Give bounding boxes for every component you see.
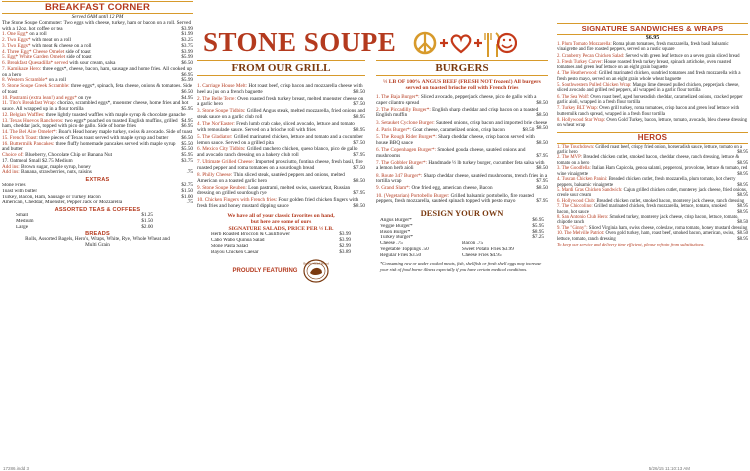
burger-item-text: 10. (Vegetarian) Portobello Burger: Grilled balsamic portobello, fire roasted peppers, fresh mozzarella, sautéed spinach topped with pesto mayo: [376, 192, 534, 205]
plus-icon: [440, 39, 448, 47]
hero-item-text: 10. The Melville Patriot: Oven gold turkey, ham, roast beef, smoked bacon, american, swiss, lettuce, tomato, ranch dressing: [557, 231, 735, 242]
grill-item-price: $8.95: [353, 114, 365, 121]
addon-item-label: Cheese .75: [380, 241, 403, 247]
burger-item: [376, 161, 548, 173]
burger-item: [376, 108, 548, 120]
breakfast-item-text: 13. Texas Huevos Rancheros: two eggs* poached on toasted English muffins, grilled ham, cheddar jack, topped with pico de gallo. Side of home fries: [2, 117, 178, 130]
hero-item-price: $8.95: [737, 193, 748, 199]
hero-item-price: $8.50: [737, 220, 748, 226]
grill-item: [197, 84, 365, 96]
favorites-line-1: We have all of your classic favorites on hand,: [227, 212, 335, 219]
signature-item: 1. Plum Tomato Mozzarella: Roma plum tomatoes, fresh mozzarella, fresh basil balsamic vinaigrette and fire roasted peppers, served on a rustic square: [557, 42, 729, 53]
breakfast-item-text: 12. Belgian Waffles: three lightly toasted waffles with maple syrup & chocolate ganache: [2, 111, 186, 118]
design-burger-label: Veggie Burger*: [380, 223, 413, 229]
breakfast-item-text: 16. Buttermilk Pancakes: three fluffy homemade pancakes served with maple syrup and butter: [2, 140, 176, 153]
extra-item-price: $1.50: [181, 187, 193, 194]
hero-item-text: 4. Tuscan Chicken Panini: Breaded chicken cutlet, fresh mozzarella, plum tomato, hot cherry peppers, balsamic vinaigrette: [557, 177, 736, 188]
breakfast-column: [2, 0, 193, 249]
extras-list: [2, 183, 193, 206]
grill-item-text: 7. Ultimate Grilled Cheese: Imported prosciutto, fontina cheese, fresh basil, fire roasted pepper and roma tomatoes on a sourdough bread: [197, 159, 363, 171]
grill-item: [197, 122, 365, 134]
raw-food-warning: *Consuming raw or under cooked meats, fish, shellfish or fresh shell eggs may increase your risk of food borne illness especially if you have certain medical conditions.: [380, 261, 542, 272]
breakfast-item-price: $5.99: [181, 77, 193, 84]
design-burger-price: $6.95: [532, 217, 544, 224]
salad-item-price: $3.89: [339, 248, 351, 255]
grill-items: [197, 84, 365, 210]
hero-item: [557, 177, 748, 188]
grill-item-text: 3. Stone Soupe Tidbits: Grilled Angus steak, melted mozzarella, fried onions and steak sauce on a garlic club roll: [197, 108, 365, 121]
extra-item-label: Turkey, Bacon, Ham, Sausage or Turkey Bacon: [2, 194, 101, 200]
burger-items: [376, 95, 548, 205]
extra-item-price: $2.75: [181, 182, 193, 188]
breakfast-item-text: 11. Tito's Breakfast Wrap: chorizo, scrambled eggs*, muenster cheese, home fries and hot sauce. All wrapped up in a flour tortilla: [2, 100, 189, 112]
design-your-own-title: DESIGN YOUR OWN: [420, 208, 504, 219]
grill-item: [197, 135, 365, 147]
grill-item-price: $8.50: [353, 177, 365, 184]
breads-title: BREADS: [85, 231, 110, 238]
signature-column: [557, 0, 748, 247]
addons-right: [462, 241, 544, 258]
hero-item-text: 3. The Goodfella: Italian Ham Capicola, genoa salami, pepperoni, provolone, lettuce & tomato, red wine vinaigrette: [557, 166, 748, 177]
footer-file: 17286.indd 3: [3, 466, 30, 471]
peace-icon: [415, 33, 435, 53]
extra-item-label: Stone Fries: [2, 183, 26, 188]
grill-item-text: 5. The Gladiator: Grilled marinated chicken, lettuce and tomato and a cucumber lemon sauce. Served on a grilled pita: [197, 133, 363, 146]
breakfast-title: BREAKFAST CORNER: [2, 1, 193, 14]
coffee-list: [2, 213, 193, 230]
design-your-own-list: [376, 218, 548, 241]
grill-item-price: $7.95: [353, 190, 365, 197]
signature-item: 2. Cranberry Pecan Chicken Salad: Served with green leaf lettuce on a seven grain sliced bread: [557, 53, 740, 59]
grill-item-text: 6. Mexico City Tidbits: Grilled ranchero chicken, queso blanco, pico de gallo and avocado ranch dressing on a bakery club roll: [197, 146, 358, 159]
heart-icon: [452, 36, 471, 52]
breakfast-item-price: $6.50: [181, 88, 193, 95]
breakfast-item: [2, 170, 193, 176]
burger-item: [376, 186, 548, 192]
burger-item-text: 5. The Rough Rider Burger*: Sharp cheddar cheese, crisp bacon served with house BBQ sauce: [376, 133, 535, 146]
burgers-intro: ½ LB OF 100% ANGUS BEEF (FRESH NOT frozen!) All burgers served on toasted brioche roll with French fries: [383, 79, 541, 92]
proudly-featuring-label: PROUDLY FEATURING: [232, 268, 298, 275]
boars-head-logo: [303, 259, 329, 283]
signature-items: [557, 42, 748, 129]
breakfast-item-text: Add ins: Brown sugar, maple syrup, honey: [2, 163, 91, 170]
salad-item-price: $2.99: [339, 242, 351, 249]
hero-item-price: $8.95: [737, 204, 748, 210]
breakfast-item-text: 6. Breakfast Quesadilla* served with sour cream, salsa: [2, 60, 116, 66]
burger-item-text: 4. Paris Burger*: Goat cheese, caramelized onion, crisp bacon: [376, 126, 505, 133]
breakfast-item-text: 9. Stone Soupe Greek Scramble: three eggs*, spinach, feta cheese, onions & tomatoes. Side of toast: [2, 83, 193, 95]
breakfast-item-price: $5.95: [181, 152, 193, 158]
coffee-size-label: Large: [16, 224, 29, 230]
hero-item-price: $8.95: [737, 150, 748, 156]
hero-item: [557, 145, 748, 156]
grill-item-text: 10. Chicken Fingers with French fries: Four golden fried chicken fingers with fresh fries and honey mustard dipping sauce: [197, 197, 359, 209]
hero-item: [557, 188, 748, 199]
signature-item: 7. Turkey BLT Wrap: Oven grill turkey, roma tomatoes, crisp bacon and green leaf lettuce with buttermilk ranch spread, wrapped in a fresh flour tortilla: [557, 106, 740, 117]
burger-item-price: $8.50: [536, 165, 548, 172]
burger-item-price: $8.50: [536, 99, 548, 106]
breakfast-item-price: $5.50: [181, 140, 193, 147]
breakfast-item-text: Add ins: Banana, strawberries, nuts, raisins: [2, 169, 92, 176]
addon-item-label: Sweet Potato Fries $3.99: [462, 246, 514, 252]
addon-item-label: Vegetable Toppings .50: [380, 246, 429, 252]
signature-price: $6.95: [645, 35, 660, 41]
fork-knife-icon: [485, 33, 499, 57]
burger-item-price: $7.95: [536, 152, 548, 159]
breakfast-item-text: 17. Oatmeal Small $2.75 Medium: [2, 157, 73, 164]
signature-salads-title: SIGNATURE SALADS, PRICE PER ½ LB.: [228, 225, 334, 232]
design-burger-label: Turkey Burger*: [380, 235, 413, 241]
addon-item: [462, 253, 544, 259]
burger-item-text: 1. The Baja Burger*: Sliced avocado, pepperjack cheese, pico de gallo with a caper cilantro spread: [376, 93, 537, 106]
salad-item-label: Stone Pasta Salad: [211, 243, 248, 249]
grill-column: [197, 60, 365, 467]
signature-item: 8. Hollywood Star Wrap: Oven Gold Turkey, bacon, lettuce, tomato, avocado, bleu cheese dressing on wheat wrap: [557, 117, 748, 129]
hero-item: [557, 215, 748, 226]
breakfast-item-price: $5.50: [181, 146, 193, 153]
grill-item: [197, 186, 365, 198]
burger-item-text: 2. The Piccadilly Burger*: English sharp cheddar and crisp bacon on a toasted English muffin: [376, 106, 539, 119]
breakfast-item-price: .75: [186, 169, 193, 176]
commuter-price: $3.99: [181, 25, 193, 32]
salad-item-price: $3.99: [339, 231, 351, 238]
hero-item-price: $8.95: [737, 236, 748, 242]
breakfast-item-text: 2. Two Eggs* with meat on a roll: [2, 37, 71, 43]
hero-item: [557, 231, 748, 242]
burger-item-price: $8.50: [536, 185, 548, 192]
burger-item: [376, 148, 548, 160]
addon-item: [380, 253, 462, 259]
extra-item-label: American, Cheddar, Muenster, Pepper Jack or Mozzarella: [2, 200, 123, 206]
breakfast-item-text: 3. Two Eggs* with meat & cheese on a roll: [2, 42, 92, 49]
burger-item-price: $7.95: [536, 198, 548, 205]
burger-item-text: 9. Grand Slam*: One fried egg, american cheese, Bacon: [376, 185, 493, 192]
commuter-text: The Stone Soupe Commuter: Two eggs with cheese, turkey, ham or bacon on a roll. Served with a 12oz. hot coffee or tea: [2, 19, 192, 32]
breakfast-item-text: 1. One Egg* on a roll: [2, 31, 47, 38]
breakfast-items: [2, 32, 193, 176]
hero-item: [557, 204, 748, 215]
coffee-size-label: Small: [16, 213, 29, 218]
burger-item-price: $8.50: [522, 126, 535, 133]
signature-title: SIGNATURE SANDWICHES & WRAPS: [557, 23, 748, 35]
grill-item-price: $8.50: [353, 202, 365, 209]
extra-item-price: .75: [186, 199, 193, 206]
heros-title: HEROS: [557, 132, 748, 144]
burger-item: [376, 174, 548, 186]
design-burger-price: $5.95: [532, 222, 544, 229]
brand-header: [199, 27, 549, 60]
hero-items: [557, 145, 748, 242]
grill-item: [197, 147, 365, 159]
favorites-line-2: but here are some of ours: [250, 219, 312, 226]
design-burger-price: $7.25: [532, 234, 544, 241]
grill-item-text: 8. Philly Cheese: Thin sliced steak, sautéed peppers and onions, melted American on a toasted garlic hero: [197, 171, 345, 184]
grill-item-price: $7.50: [353, 164, 365, 171]
brand-name: STONE SOUPE: [203, 27, 397, 57]
hero-item-text: 9. The "Ginny": Sliced Virginia ham, swiss cheese, coleslaw, roma tomato, honey mustard dressing: [557, 225, 748, 231]
grill-item: [197, 97, 365, 109]
breakfast-item-price: $5.99: [181, 54, 193, 61]
design-burger-label: Angus Burger*: [380, 218, 412, 224]
breakfast-item-price: $6.50: [181, 60, 193, 66]
salad-item-label: Cabo Wabo Quinoa Salad: [211, 238, 265, 244]
breakfast-item-price: $3.99: [181, 48, 193, 55]
salad-item-price: $3.99: [339, 237, 351, 244]
burgers-title: BURGERS: [376, 60, 548, 76]
hero-item-text: 7. The Chiccolino: Grilled marinated chicken, fresh mozzarella, lettuce, tomato, smoked bacon, hot sauce: [557, 204, 727, 215]
plus-icon-2: [474, 39, 482, 47]
burger-item: [376, 125, 548, 134]
grill-title: FROM OUR GRILL: [197, 60, 365, 76]
burgers-column: [376, 60, 548, 467]
salad-item: [211, 250, 351, 256]
hero-item-text: 1. The Touchdown: Grilled roast beef, crispy fried onion, horseradish sauce, lettuce, tomato on a garlic hero: [557, 144, 743, 156]
smiley-icon: [498, 34, 516, 52]
hero-item-price: $8.50: [737, 231, 748, 237]
breakfast-item-price: $3.25: [181, 37, 193, 43]
burger-item-price: $8.50: [536, 125, 548, 132]
breakfast-item-text: 7. Kamikaze Hero: three eggs*, cheese, bacon, ham, sausage and home fries. All cooked up on a hero: [2, 65, 192, 78]
burger-item-text: 8. Route 347 Burger*: Sharp cheddar cheese, sautéed mushrooms, trench fries in a tortilla wrap: [376, 172, 548, 185]
breakfast-item-price: $6.50: [181, 134, 193, 141]
burger-item-text: 6. The Copenhagen Burger*: Smoked gouda cheese, sautéed onions and mushrooms: [376, 146, 526, 159]
footer-timestamp: 5/26/15 11:10:13 AM: [648, 466, 690, 471]
grill-item: [197, 173, 365, 185]
extra-item-price: $1.00: [181, 193, 193, 200]
addon-item-label: Cheese Fries $4.95: [462, 252, 502, 258]
hero-item-text: 8. San Antonio Club Hero: Smoked turkey, monterey jack cheese, crisp bacon, lettuce, tomato, chipotle ranch: [557, 214, 739, 226]
hero-item-price: $8.95: [737, 209, 748, 215]
grill-item-price: $7.50: [353, 101, 365, 108]
grill-item-text: 1. Carriage House Melt: Hot roast beef, crisp bacon and mozzarella cheese with heel au jus on a french baguette: [197, 83, 363, 95]
burger-item: [376, 194, 548, 206]
featuring-row: [197, 259, 365, 283]
signature-item: 3. Fresh Turkey Carver: House roasted fresh turkey breast, spinach artichoke, oven roasted tomatoes and green leaf lettuce on an eight grain baguette: [557, 59, 732, 71]
design-burger-label: Bison Burger*: [380, 229, 411, 235]
burger-item-text: 3. Setauket Cyclone Burger: Sauteed onions, crisp bacon and imported brie cheese: [376, 119, 548, 126]
coffee-size-price: $1.50: [141, 217, 153, 224]
hero-item: [557, 155, 748, 166]
signature-item: 5. Southwestern Pulled Chicken Wrap: Mango lime dressed pulled chicken, pepperjack cheese, sliced avocado and grilled red peppers, all wrapped in a garlic flour tortilla: [557, 83, 740, 94]
burger-item-price: $8.50: [536, 139, 548, 146]
coffee-title: ASSORTED TEAS & COFFEES: [54, 207, 141, 213]
breakfast-item-price: $3.75: [181, 42, 193, 49]
hero-item-text: 2. The MVP: Breaded chicken cutlet, smoked bacon, cheddar cheese, ranch dressing, lettuce & tomato on a hero: [557, 155, 740, 166]
design-burger-price: $8.95: [532, 228, 544, 235]
grill-item: [197, 109, 365, 121]
coffee-size-label: Medium: [16, 218, 34, 224]
grill-item-price: $7.50: [353, 139, 365, 146]
breakfast-item-text: 14. The Bel Aire Omelet*: Boar's Head honey maple turkey, swiss & avocado. Side of toast: [2, 129, 193, 135]
burger-item-price: $8.50: [536, 112, 548, 119]
breakfast-item-price: $4.95: [181, 94, 193, 101]
coffee-size: [16, 225, 153, 231]
addon-item-label: Bacon .75: [462, 241, 484, 247]
salad-item-label: Bayou Chicken Caesar: [211, 249, 259, 255]
boars-head-text: Boar's Head Brand: [303, 261, 330, 266]
extra-item: [2, 200, 193, 206]
breads-text: Rolls, Assorted Bagels, Hero's, Wraps, White, Rye, Whole Wheat and Multi Grain: [25, 236, 170, 248]
hero-item-price: $8.95: [737, 182, 748, 188]
grill-item-text: 4. The Nor'Easter: Fresh lumb crab cake, sliced avocado, lettuce and tomato with remoulade sauce. Served on a brioche roll with fries: [197, 121, 355, 133]
breakfast-item-price: $6.95: [181, 123, 193, 130]
extras-title: EXTRAS: [85, 177, 110, 183]
breakfast-item-text: 8. Western Scramble* on a roll: [2, 77, 67, 84]
breakfast-item-price: $5.95: [181, 106, 193, 112]
breakfast-item-text: 4. Three Egg* Cheese Omelet side of toast: [2, 48, 91, 55]
hero-item-price: $8.95: [737, 171, 748, 177]
addons: [376, 241, 548, 258]
burger-item-price: $7.95: [536, 178, 548, 185]
breakfast-served-hours: Served 6AM until 12 PM: [71, 14, 124, 20]
grill-item: [197, 160, 365, 172]
signature-item: 6. The Sea Wolf: Oven roast beef, aged horseradish cheddar, caramelized onions, cracked pepper garlic aioli, wrapped in a fresh flour tortilla: [557, 94, 743, 106]
breakfast-item-text: 5. Egg* White Garden Omelet side of toast: [2, 54, 92, 61]
addons-left: [380, 241, 462, 258]
hero-item-text: 6. Hollywood Club: Breaded chicken cutlet, smoked bacon, monterey jack cheese, ranch dressing: [557, 198, 745, 204]
signature-salads-list: [197, 232, 365, 255]
grill-item-price: $8.50: [353, 88, 365, 95]
grill-item-text: 2. The Belle Terre: Oven roasted fresh turkey breast, melted muenster cheese on a garlic hero: [197, 95, 364, 108]
substitution-note: To keep our service and delivery time efficient, please refrain from substitutions.: [557, 241, 705, 247]
addon-item-label: Regular Fries $3.50: [380, 252, 422, 258]
breakfast-item-price: $3.75: [181, 157, 193, 164]
coffee-size-price: $2.00: [141, 223, 153, 230]
grill-item: [197, 198, 365, 210]
grill-item-price: $8.95: [353, 126, 365, 133]
breakfast-item-price: $1.99: [181, 31, 193, 38]
coffee-size-price: $1.25: [141, 212, 153, 218]
peace-love-eat-logo: [412, 30, 517, 60]
grill-item-price: $7.95: [353, 152, 365, 159]
extra-item-label: Toast with butter: [2, 188, 38, 194]
breakfast-item-text: 10. Pastrami (extra lean!) and eggs* on rye: [2, 94, 92, 101]
hero-item: [557, 166, 748, 177]
grill-item-text: 9. Stone Soupe Reuben: Lean pastrami, melted swiss, sauerkraut, Russian dressing on grilled sourdough rye: [197, 184, 351, 197]
hero-item-text: 5. Mardi Gras Chicken Sandwich: Cajun grilled chicken cutlet, monterey jack cheese, fried onions, creole sour cream: [557, 187, 748, 199]
burger-item-text: 7. The Gobbler Burger*: Handmade ½ lb turkey burger, cucumber feta salsa with a lemon herb aioli: [376, 159, 545, 172]
signature-item: 4. The Heatherwood: Grilled marinated chicken, sundried tomatoes and fresh mozzarella with a fresh pesto mayo, served on an eight grain whole wheat baguette: [557, 71, 741, 82]
salad-item-label: Herb Roasted Broccoli & Cauliflower: [211, 232, 290, 238]
breakfast-item-text: Choice of: Blueberry, Chocolate Chip or Banana Nut: [2, 152, 113, 158]
burger-item: [376, 95, 548, 107]
burger-item: [376, 135, 548, 147]
breakfast-item-price: $6.95: [181, 71, 193, 78]
breakfast-item-price: $4.95: [181, 117, 193, 124]
hero-item-price: $8.95: [737, 160, 748, 166]
breakfast-item-text: 15. French Toast: three pieces of Texas toast served with maple syrup and butter: [2, 134, 169, 141]
